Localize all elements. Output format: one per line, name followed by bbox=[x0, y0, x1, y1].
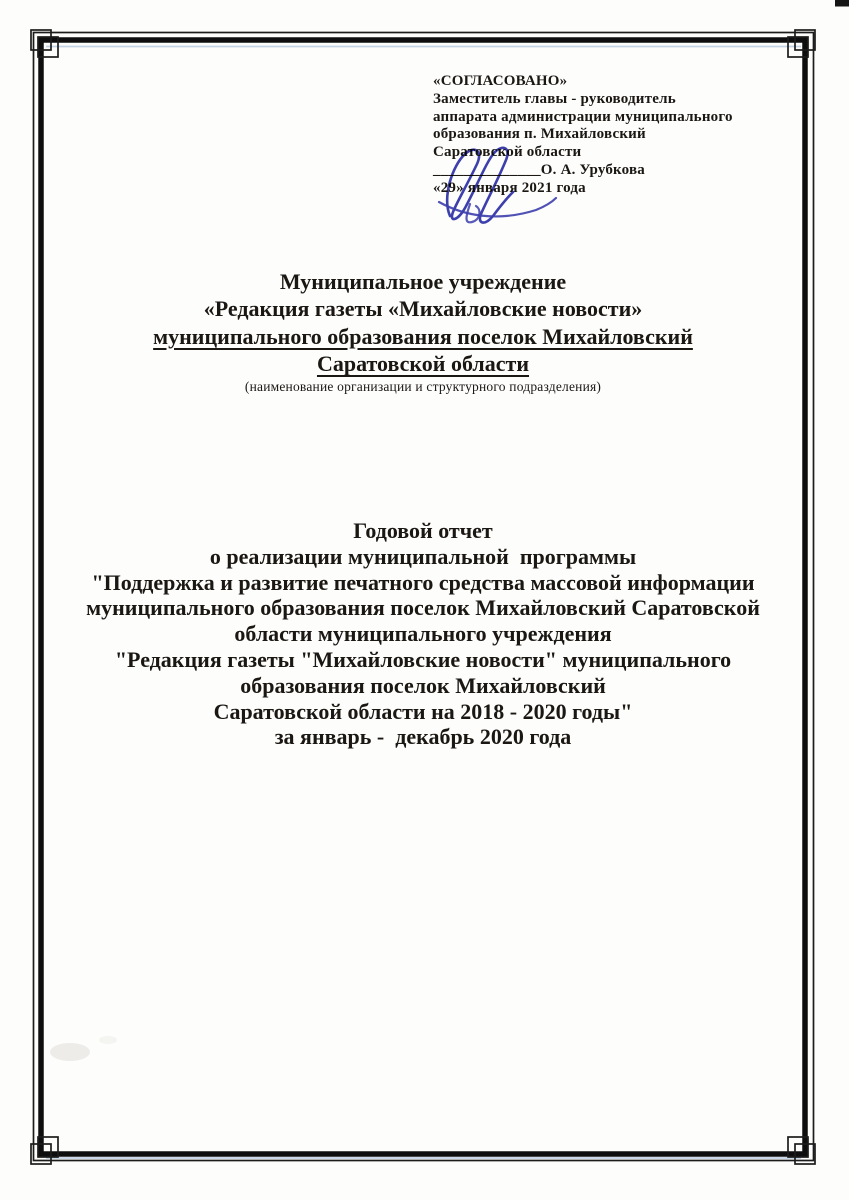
approver-title-line: Заместитель главы - руководитель bbox=[433, 90, 676, 107]
approver-title-line: образования п. Михайловский bbox=[433, 126, 646, 143]
organization-line: Муниципальное учреждение bbox=[279, 269, 567, 294]
approval-stamp-label: «СОГЛАСОВАНО» bbox=[433, 73, 568, 89]
report-title-line: о реализации муниципальной программы bbox=[209, 543, 637, 569]
report-title-line: "Поддержка и развитие печатного средства массовой информации bbox=[91, 569, 755, 595]
organization-caption: (наименование организации и структурного подразделения) bbox=[244, 378, 602, 394]
scan-edge-mark bbox=[835, 0, 849, 7]
report-title-line: Саратовской области на 2018 - 2020 годы" bbox=[213, 698, 633, 724]
report-title-line: "Редакция газеты "Михайловские новости" муниципального bbox=[114, 646, 732, 672]
signature-scribble-icon bbox=[436, 142, 576, 227]
organization-line: «Редакция газеты «Михайловские новости» bbox=[203, 296, 643, 322]
report-title-block bbox=[40, 518, 806, 750]
organization-line-underlined: Саратовской области bbox=[316, 351, 530, 377]
approver-title-line: аппарата администрации муниципального bbox=[433, 108, 733, 125]
report-title-line: Годовой отчет bbox=[353, 518, 493, 543]
organization-line-underlined: муниципального образования поселок Михайловский bbox=[153, 323, 693, 349]
scan-smudge bbox=[50, 1043, 90, 1061]
report-title-line: за январь - декабрь 2020 года bbox=[274, 724, 572, 750]
signature-line: ______________О. А. Урубкова bbox=[433, 161, 645, 178]
organization-name-block bbox=[40, 268, 806, 397]
report-title-line: муниципального образования поселок Михайловский Саратовской bbox=[86, 595, 760, 621]
approval-date: «29» января 2021 года bbox=[433, 179, 586, 196]
report-title-line: образования поселок Михайловский bbox=[240, 672, 606, 698]
approver-title-line: Саратовской области bbox=[433, 144, 582, 161]
report-title-line: области муниципального учреждения bbox=[234, 621, 612, 647]
